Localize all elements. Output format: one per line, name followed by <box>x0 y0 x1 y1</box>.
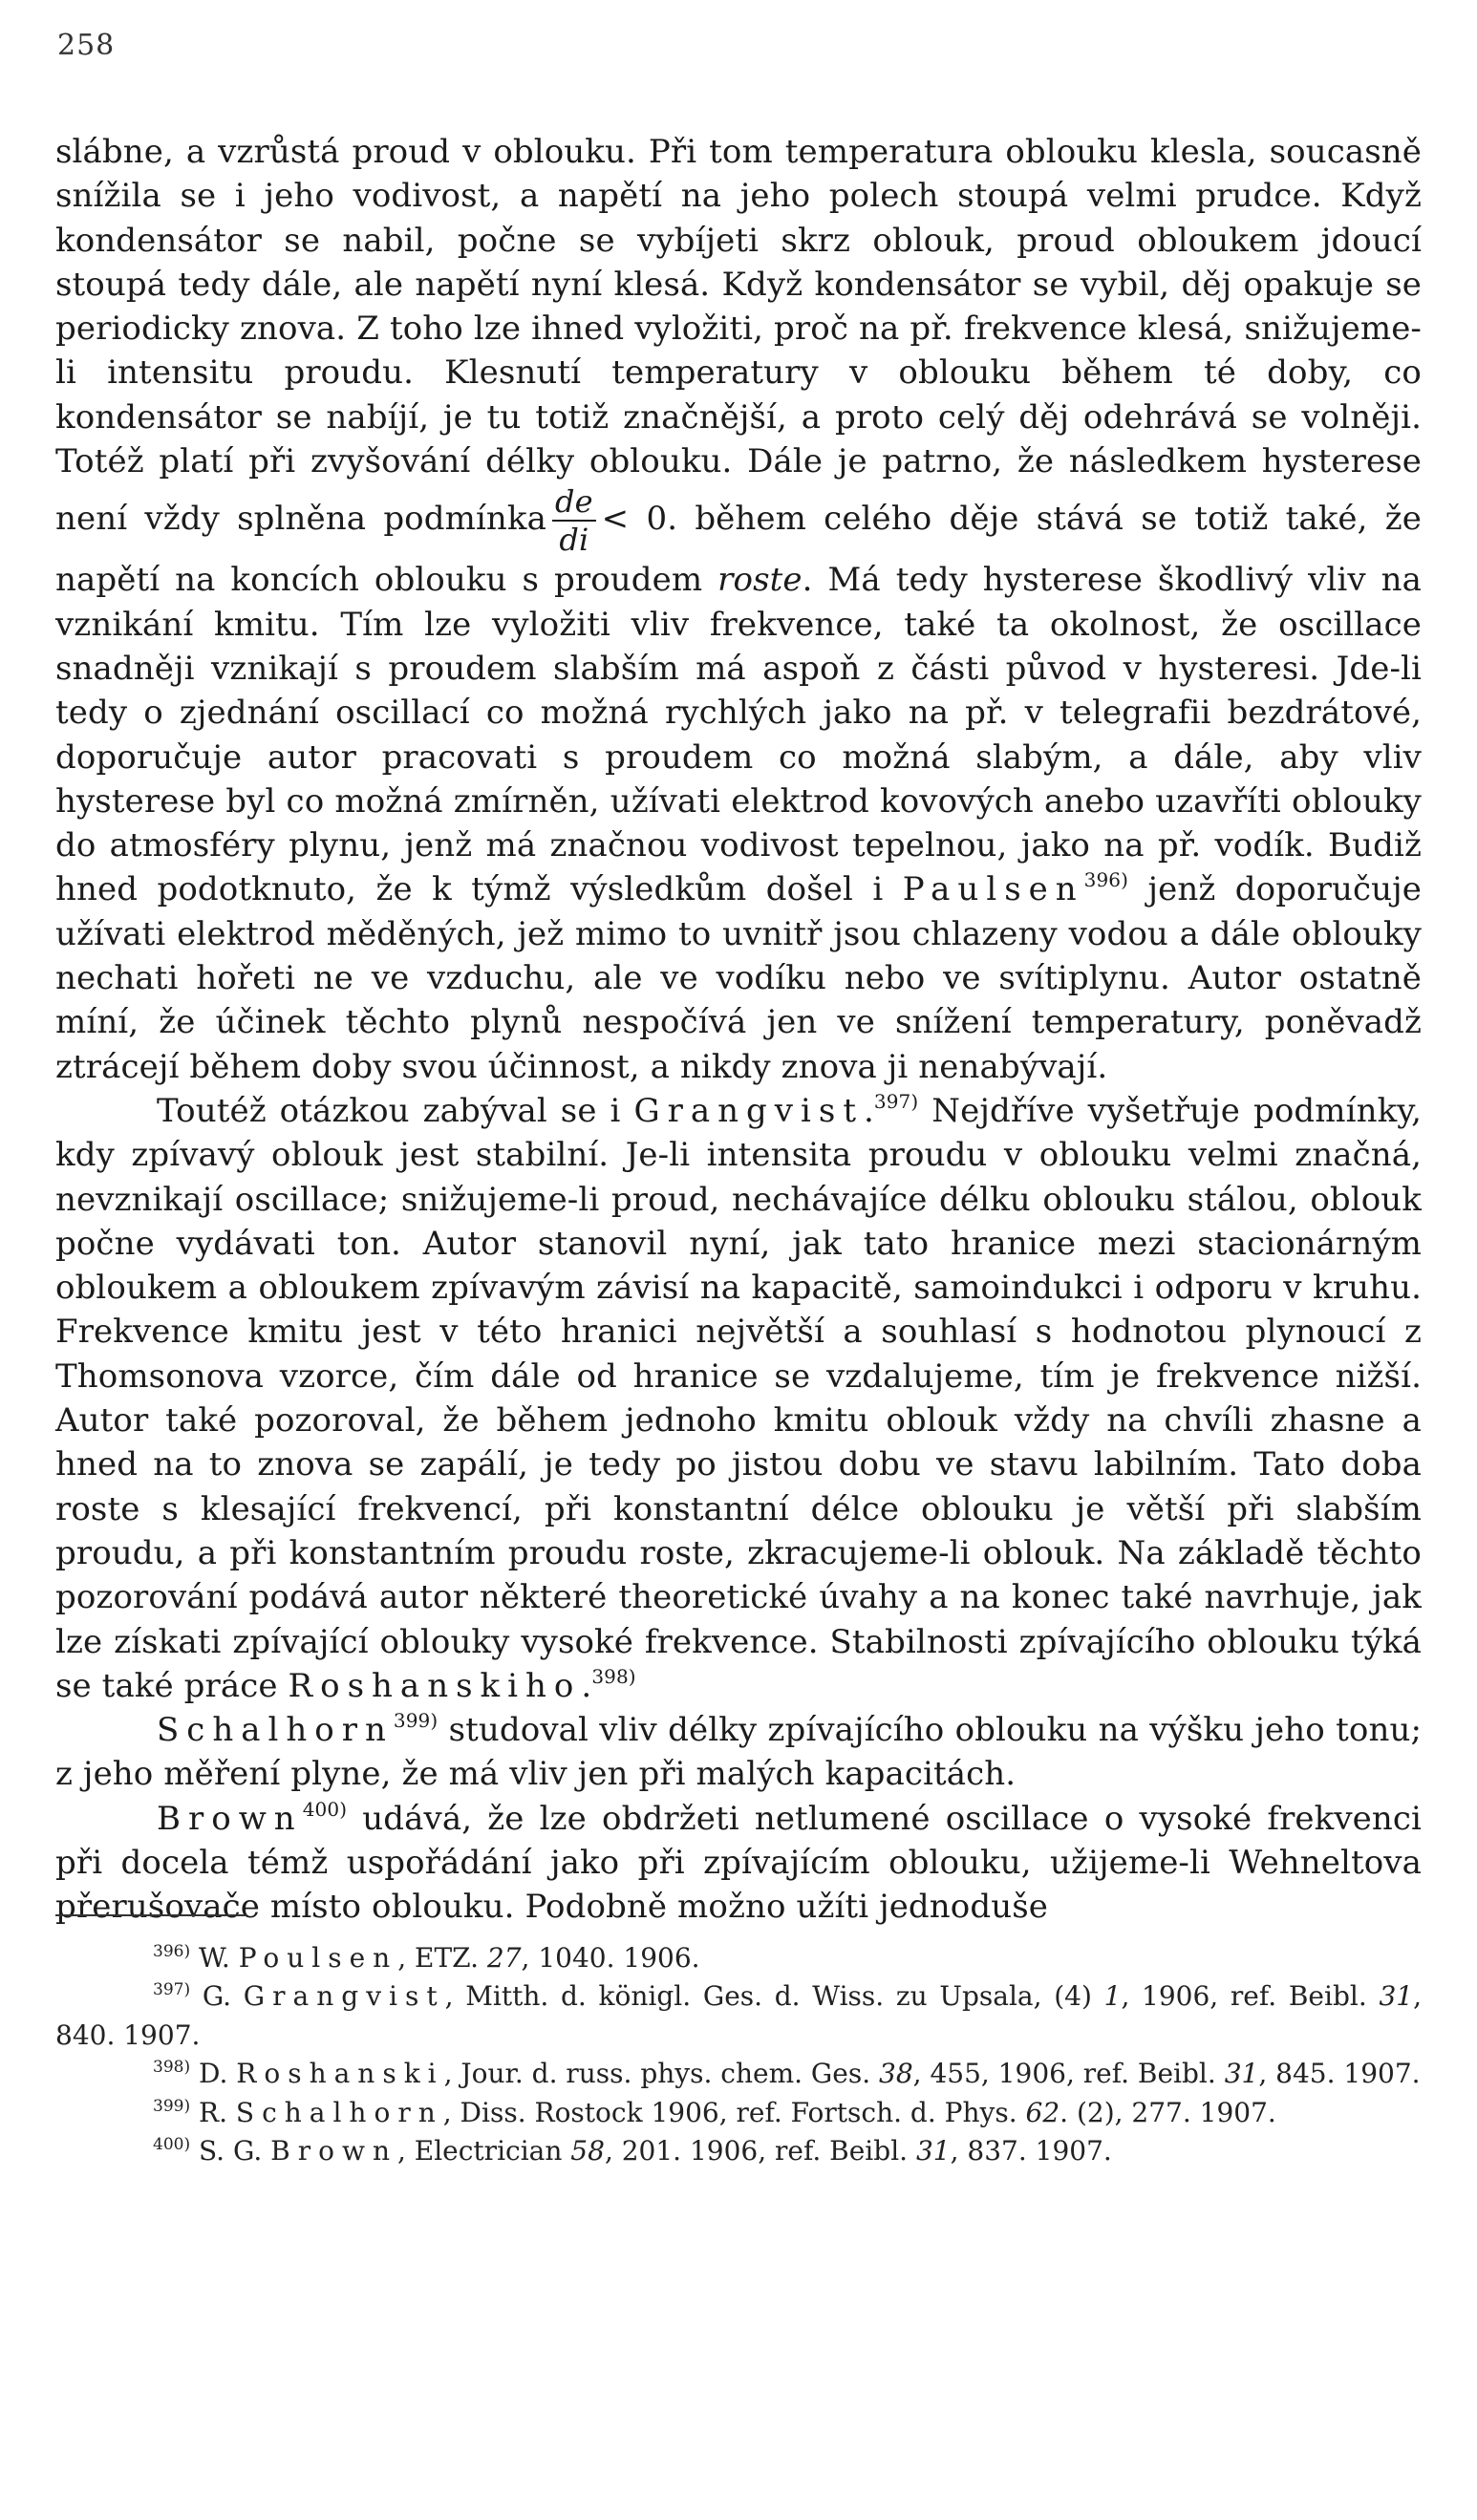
footnote-ref: 397 <box>873 1089 911 1113</box>
footnote-text: , 455, 1906, ref. Beibl. <box>912 2058 1225 2090</box>
footnote-author: Schalhorn <box>235 2096 443 2128</box>
footnote-text: , Electrician <box>396 2135 571 2168</box>
author-name: Schalhorn <box>157 1711 394 1750</box>
text-run: Toutéž otázkou zabýval se i <box>157 1091 621 1130</box>
footnote-text: , ETZ. <box>397 1942 487 1974</box>
footnote-volume: 31 <box>915 2135 951 2168</box>
footnote-number: 399 <box>153 2096 184 2116</box>
footnote-volume: 62 <box>1025 2096 1060 2128</box>
author-name: Roshanskiho <box>288 1666 582 1705</box>
text-run: Nejdříve vyšetřuje podmínky, kdy zpívavý oblouk jest stabilní. Je-li intensita proudu v oblouku velmi značná, nevznikají oscillace; snižujeme-li proud, nechávajíce délku oblouku stálou, oblouk počne vydávati ton. Autor stanovil nyní, jak tato hranice mezi stacionárným obloukem a obloukem zpívavým závisí na kapacitě, samoindukci i odporu v kruhu. Frekvence kmitu jest v této hranici největší a souhlasí s hodnotou plynoucí z Thomsonova vzorce, čím dále od hranice se vzdalujeme, tím je frekvence nižší. Autor také pozoroval, že během jednoho kmitu oblouk vždy na chvíli zhasne a hned na to znova se zapálí, je tedy po jistou dobu ve stavu labilním. Tato doba roste s klesající frekvencí, při konstantní délce oblouku je větší při slabším proudu, a při konstantním proudu roste, zkracujeme-li oblouk. Na základě těchto pozorování podává autor některé theoretické úvahy a na konec také navrhuje, jak lze získati zpívající oblouky vysoké frekvence. Stabilnosti zpívajícího oblouku týká se také práce <box>55 1091 1422 1705</box>
fraction-denominator: di <box>559 522 589 559</box>
footnote-volume: 1 <box>1103 1980 1122 2013</box>
footnote-text: , 201. 1906, ref. Beibl. <box>604 2135 916 2168</box>
footnote-initials: D. <box>199 2058 237 2090</box>
footnote-author: Brown <box>270 2135 397 2168</box>
footnote-text: , 837. 1907. <box>950 2135 1112 2168</box>
footnote-volume: 38 <box>879 2058 913 2090</box>
footnote-author: Poulsen <box>238 1942 398 1974</box>
fraction-de-di <box>552 483 596 558</box>
footnote-initials: S. G. <box>199 2135 271 2168</box>
footnote-text: , 1040. 1906. <box>521 1942 700 1974</box>
footnote-number: 400 <box>153 2135 184 2155</box>
inequality: < 0 <box>601 500 668 539</box>
paragraph-4: Brown$^{400)}$ udává, že lze obdržeti netlumené oscillace o vysoké frekvenci při docela témž uspořádání jako při zpívajícím oblouku, užijeme-li Wehneltova přerušovače místo oblouku. Podobně možno užíti jednoduše <box>55 1797 1422 1927</box>
footnote-399: $^{399)}$ R. Schalhorn, Diss. Rostock 1906, ref. Fortsch. d. Phys. 62. (2), 277. 1907. <box>153 2096 1276 2128</box>
text-run: jenž doporučuje užívati elektrod měděných, jež mimo to uvnitř jsou chlazeny vodou a dále oblouky nechati hořeti ne ve vzduchu, ale ve vodíku nebo ve svítiplynu. Autor ostatně míní, že účinek těchto plynů nespočívá jen ve snížení temperatury, poněvadž ztrácejí během doby svou účinnost, a nikdy znova ji nenabývají. <box>55 870 1422 1086</box>
footnote-ref: 399 <box>393 1709 431 1733</box>
fraction-numerator: de <box>552 483 596 522</box>
page-number: 258 <box>57 29 116 62</box>
text-run: . Má tedy hysterese škodlivý vliv na vznikání kmitu. Tím lze vyložiti vliv frekvence, také ta okolnost, že oscillace snadněji vznikají s proudem slabším má aspoň z části původ v hysteresi. Jde-li tedy o zjednání oscillací co možná rychlých jako na př. v telegrafii bezdrátové, doporučuje autor pracovati s proudem co možná slabým, a dále, aby vliv hysterese byl co možná zmírněn, užívati elektrod kovových anebo uzavříti oblouky do atmosféry plynu, jenž má značnou vodivost tepelnou, jako na př. vodík. Budiž hned podotknuto, že k týmž výsledkům došel i <box>55 561 1422 909</box>
footnote-volume: 31 <box>1379 1980 1414 2013</box>
author-name: Grangvist <box>633 1091 864 1130</box>
footnote-text: , 1906, ref. Beibl. <box>1121 1980 1380 2013</box>
footnotes <box>55 1939 1422 2170</box>
footnote-number: 398 <box>153 2058 184 2078</box>
footnote-text: , Jour. d. russ. phys. chem. Ges. <box>443 2058 880 2090</box>
footnote-text: , Mitth. d. königl. Ges. d. Wiss. zu Upsala, (4) <box>444 1980 1104 2013</box>
footnote-initials: G. <box>202 1980 244 2013</box>
footnote-397: $^{397)}$ G. Grangvist, Mitth. d. königl. Ges. d. Wiss. zu Upsala, (4) 1, 1906, ref. Beibl. 31, 840. 1907. <box>55 1980 1422 2051</box>
text-run: studoval vliv délky zpívajícího oblouku na výšku jeho tonu; z jeho měření plyne, že má vliv jen při malých kapacitách. <box>55 1711 1422 1794</box>
footnote-ref: 398 <box>591 1664 629 1688</box>
text-run: slábne, a vzrůstá proud v oblouku. Při tom temperatura oblouku klesla, soucasně snížila se i jeho vodivost, a napětí na jeho polech stoupá velmi prudce. Když kondensátor se nabil, počne se vybíjeti skrz oblouk, proud obloukem jdoucí stoupá tedy dále, ale napětí nyní klesá. Když kondensátor se vybil, děj opakuje se periodicky znova. Z toho lze ihned vyložiti, proč na př. frekvence klesá, snižujeme-li intensitu proudu. Klesnutí temperatury v oblouku během té doby, co kondensátor se nabíjí, je tu totiž značnější, a proto celý děj odehrává se volněji. Totéž platí při zvyšování délky oblouku. Dále je patrno, že následkem hysterese není vždy splněna podmínka <box>55 133 1422 539</box>
footnote-text: . (2), 277. 1907. <box>1060 2096 1276 2128</box>
footnote-divider <box>55 1914 246 1916</box>
footnote-volume: 58 <box>570 2135 605 2168</box>
footnote-text: , 845. 1907. <box>1258 2058 1421 2090</box>
footnote-number: 397 <box>153 1980 184 2000</box>
footnote-400: $^{400)}$ S. G. Brown, Electrician 58, 201. 1906, ref. Beibl. 31, 837. 1907. <box>153 2135 1112 2168</box>
footnote-initials: R. <box>199 2096 236 2128</box>
footnote-initials: W. <box>199 1942 239 1974</box>
author-name: Brown <box>157 1799 303 1838</box>
footnote-text: , 840. 1907. <box>55 1980 1422 2051</box>
footnote-author: Roshanski <box>236 2058 444 2090</box>
footnote-number: 396 <box>153 1942 184 1961</box>
body-text <box>55 130 1422 1930</box>
footnote-398: $^{398)}$ D. Roshanski, Jour. d. russ. phys. chem. Ges. 38, 455, 1906, ref. Beibl. 31, 845. 1907. <box>153 2058 1421 2090</box>
footnote-396: $^{396)}$ W. Poulsen, ETZ. 27, 1040. 1906. <box>153 1942 700 1974</box>
footnote-ref: 396 <box>1083 868 1122 892</box>
paragraph-3: Schalhorn$^{399)}$ studoval vliv délky zpívajícího oblouku na výšku jeho tonu; z jeho měření plyne, že má vliv jen při malých kapacitách. <box>55 1709 1422 1794</box>
author-name: Paulsen <box>902 870 1084 909</box>
footnote-volume: 31 <box>1224 2058 1259 2090</box>
footnote-text: , Diss. Rostock 1906, ref. Fortsch. d. Phys. <box>442 2096 1026 2128</box>
paragraph-1: slábne, a vzrůstá proud v oblouku. Při tom temperatura oblouku klesla, soucasně snížila se i jeho vodivost, a napětí na jeho polech stoupá velmi prudce. Když kondensátor se nabil, počne se vybíjeti skrz oblouk, proud obloukem jdoucí stoupá tedy dále, ale napětí nyní klesá. Když kondensátor se vybil, děj opakuje se periodicky znova. Z toho lze ihned vyložiti, proč na př. frekvence klesá, snižujeme-li intensitu proudu. Klesnutí temperatury v oblouku během té doby, co kondensátor se nabíjí, je tu totiž značnější, a proto celý děj odehrává se volněji. Totéž platí při zvyšování délky oblouku. Dále je patrno, že následkem hysterese není vždy splněna podmínka $\frac{de}{di}$ < 0. během celého děje stává se totiž také, že napětí na koncích oblouku s proudem roste. Má tedy hysterese škodlivý vliv na vznikání kmitu. Tím lze vyložiti vliv frekvence, také ta okolnost, že oscillace snadněji vznikají s proudem slabším má aspoň z části původ v hysteresi. Jde-li tedy o zjednání oscillací co možná rychlých jako na př. v telegrafii bezdrátové, doporučuje autor pracovati s proudem co možná slabým, a dále, aby vliv hysterese byl co možná zmírněn, užívati elektrod kovových anebo uzavříti oblouky do atmosféry plynu, jenž má značnou vodivost tepelnou, jako na př. vodík. Budiž hned podotknuto, že k týmž výsledkům došel i Paulsen$^{396)}$ jenž doporučuje užívati elektrod měděných, jež mimo to uvnitř jsou chlazeny vodou a dále oblouky nechati hořeti ne ve vzduchu, ale ve vodíku nebo ve svítiplynu. Autor ostatně míní, že účinek těchto plynů nespočívá jen ve snížení temperatury, poněvadž ztrácejí během doby svou účinnost, a nikdy znova ji nenabývají. <box>55 133 1422 1086</box>
footnote-author: Grangvist <box>243 1980 445 2013</box>
paragraph-2: Toutéž otázkou zabýval se i Grangvist.$^{397)}$ Nejdříve vyšetřuje podmínky, kdy zpívavý oblouk jest stabilní. Je-li intensita proudu v oblouku velmi značná, nevznikají oscillace; snižujeme-li proud, nechávajíce délku oblouku stálou, oblouk počne vydávati ton. Autor stanovil nyní, jak tato hranice mezi stacionárným obloukem a obloukem zpívavým závisí na kapacitě, samoindukci i odporu v kruhu. Frekvence kmitu jest v této hranici největší a souhlasí s hodnotou plynoucí z Thomsonova vzorce, čím dále od hranice se vzdalujeme, tím je frekvence nižší. Autor také pozoroval, že během jednoho kmitu oblouk vždy na chvíli zhasne a hned na to znova se zapálí, je tedy po jistou dobu ve stavu labilním. Tato doba roste s klesající frekvencí, při konstantní délce oblouku je větší při slabším proudu, a při konstantním proudu roste, zkracujeme-li oblouk. Na základě těchto pozorování podává autor některé theoretické úvahy a na konec také navrhuje, jak lze získati zpívající oblouky vysoké frekvence. Stabilnosti zpívajícího oblouku týká se také práce Roshanskiho.$^{398)}$ <box>55 1089 1422 1705</box>
text-run: . během celého děje stává se totiž také, že napětí na koncích oblouku s proudem <box>55 500 1422 600</box>
text-run: udává, že lze obdržeti netlumené oscillace o vysoké frekvenci při docela témž uspořádání jako při zpívajícím oblouku, užijeme-li Wehneltova přerušovače místo oblouku. Podobně možno užíti jednoduše <box>55 1799 1422 1927</box>
footnote-ref: 400 <box>302 1797 340 1821</box>
footnote-volume: 27 <box>486 1942 522 1974</box>
italic-word: roste <box>717 561 803 600</box>
